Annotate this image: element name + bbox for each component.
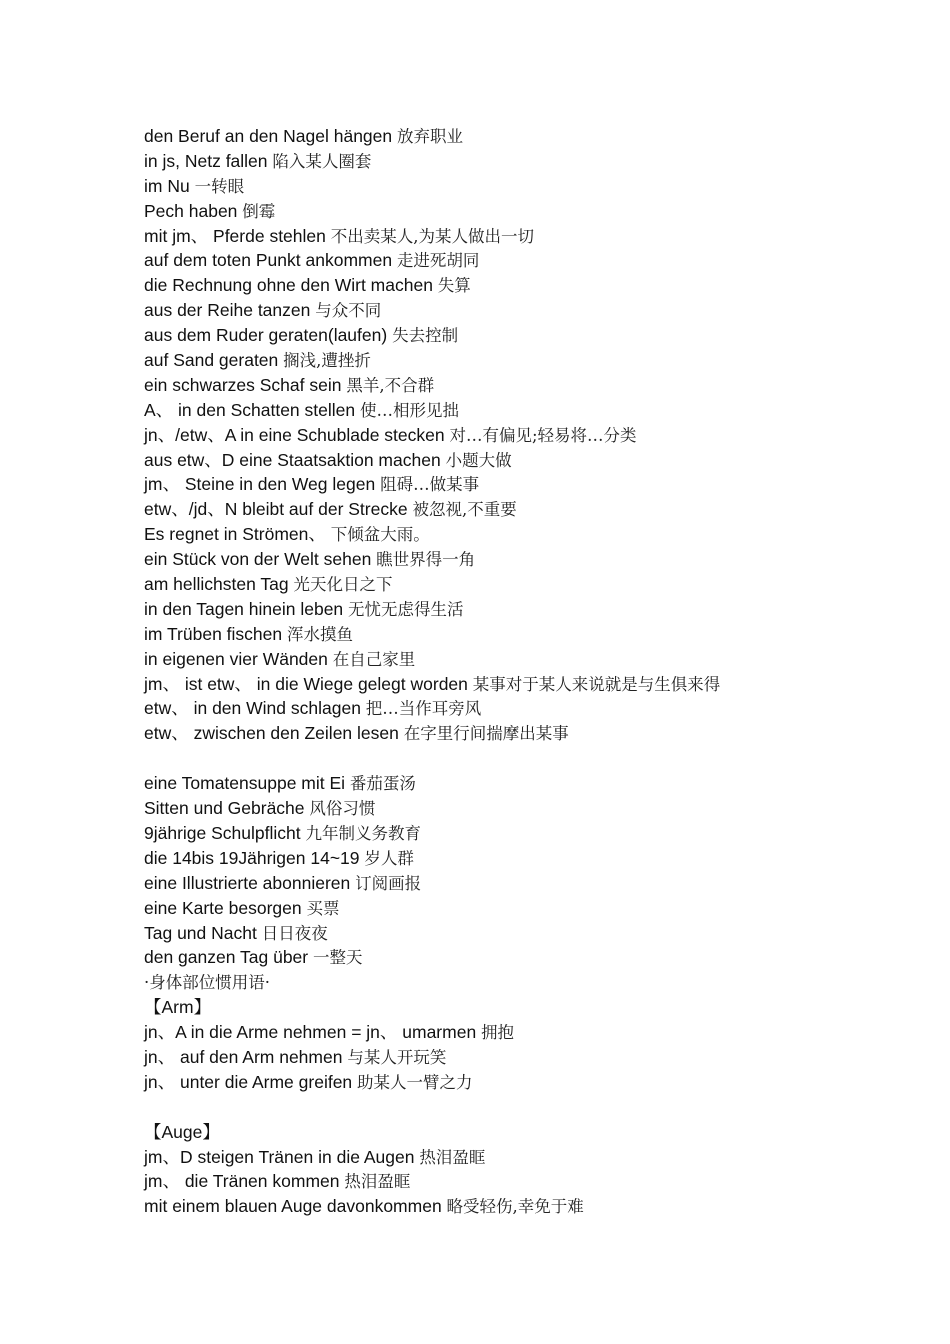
chinese-translation: 番茄蛋汤 — [349, 774, 416, 794]
chinese-translation: 在自己家里 — [332, 649, 416, 669]
phrase-line — [144, 970, 924, 995]
german-phrase: Pech haben — [144, 200, 243, 221]
phrase-line — [144, 647, 924, 672]
chinese-translation: 浑水摸鱼 — [286, 624, 353, 644]
chinese-translation: 放弃职业 — [396, 127, 463, 146]
chinese-translation: 小题大做 — [445, 450, 512, 470]
phrase-line — [144, 1045, 924, 1070]
chinese-translation: 被忽视,不重要 — [412, 500, 517, 520]
german-phrase: eine Illustrierte abonnieren — [144, 872, 356, 893]
german-phrase: jn、 unter die Arme greifen — [144, 1071, 358, 1092]
german-phrase: jn、/etw、A in eine Schublade stecken — [144, 424, 450, 445]
german-phrase: jn、 auf den Arm nehmen — [144, 1046, 348, 1067]
german-phrase: etw、 zwischen den Zeilen lesen — [144, 723, 404, 744]
german-phrase: jm、 ist etw、 in die Wiege gelegt worden — [144, 673, 473, 694]
german-phrase: Sitten und Gebräche — [144, 798, 310, 819]
phrase-line — [144, 199, 924, 224]
phrase-line — [144, 721, 924, 746]
german-phrase: aus dem Ruder geraten(laufen) — [144, 325, 393, 346]
chinese-translation: 使…相形见拙 — [359, 400, 459, 420]
phrase-line — [144, 597, 924, 622]
chinese-translation: 下倾盆大雨。 — [330, 525, 430, 545]
german-phrase: Es regnet in Strömen、 — [144, 524, 331, 545]
phrase-line — [144, 124, 924, 149]
german-phrase: mit einem blauen Auge davonkommen — [144, 1196, 447, 1217]
phrase-line — [144, 522, 924, 547]
chinese-translation: 失去控制 — [392, 326, 459, 346]
phrase-line — [144, 846, 924, 871]
phrase-line — [144, 871, 924, 896]
german-phrase: jn、A in die Arme nehmen = jn、 umarmen — [144, 1022, 482, 1043]
german-phrase: in den Tagen hinein leben — [144, 598, 349, 619]
chinese-translation: 与众不同 — [315, 301, 382, 321]
phrase-line — [144, 224, 924, 249]
chinese-translation: 光天化日之下 — [293, 575, 393, 595]
german-phrase: Tag und Nacht — [144, 922, 262, 943]
phrase-line — [144, 1169, 924, 1194]
chinese-translation: 一整天 — [312, 948, 363, 968]
phrase-line — [144, 1194, 924, 1219]
german-phrase: in eigenen vier Wänden — [144, 648, 333, 669]
phrase-line — [144, 497, 924, 522]
chinese-translation: 走进死胡同 — [396, 251, 480, 271]
german-phrase: aus etw、D eine Staatsaktion machen — [144, 449, 446, 470]
german-phrase: jm、 Steine in den Weg legen — [144, 474, 381, 495]
phrase-line — [144, 298, 924, 323]
chinese-translation: 买票 — [306, 898, 340, 918]
german-phrase: den ganzen Tag über — [144, 947, 313, 968]
chinese-translation: 助某人一臂之力 — [357, 1072, 473, 1092]
chinese-translation: 阻碍…做某事 — [380, 475, 480, 495]
german-phrase: aus der Reihe tanzen — [144, 300, 316, 321]
chinese-translation: 略受轻伤,幸免于难 — [446, 1197, 584, 1217]
chinese-translation: 不出卖某人,为某人做出一切 — [330, 226, 534, 246]
german-phrase: am hellichsten Tag — [144, 574, 294, 595]
phrase-list — [144, 124, 924, 1219]
phrase-line — [144, 149, 924, 174]
phrase-line — [144, 423, 924, 448]
german-phrase: mit jm、 Pferde stehlen — [144, 225, 331, 246]
chinese-translation: 黑羊,不合群 — [346, 375, 435, 395]
phrase-line — [144, 1020, 924, 1045]
chinese-translation: 陷入某人圈套 — [272, 151, 372, 171]
german-phrase: den Beruf an den Nagel hängen — [144, 126, 397, 146]
phrase-line — [144, 323, 924, 348]
chinese-translation: 日日夜夜 — [261, 923, 328, 943]
phrase-line — [144, 796, 924, 821]
german-phrase: auf Sand geraten — [144, 350, 284, 371]
phrase-line — [144, 896, 924, 921]
chinese-translation: 在字里行间揣摩出某事 — [403, 724, 569, 744]
phrase-line — [144, 248, 924, 273]
chinese-translation: 订阅画报 — [355, 873, 422, 893]
german-phrase: die 14bis 19Jährigen 14~19 — [144, 847, 365, 868]
blank-line — [144, 746, 924, 771]
german-phrase: ein schwarzes Schaf sein — [144, 374, 347, 395]
phrase-line — [144, 1070, 924, 1095]
phrase-line — [144, 1145, 924, 1170]
phrase-line — [144, 547, 924, 572]
chinese-translation: 搁浅,遭挫折 — [283, 351, 371, 371]
chinese-translation: 把…当作耳旁风 — [365, 699, 482, 719]
phrase-line — [144, 821, 924, 846]
german-phrase: auf dem toten Punkt ankommen — [144, 250, 397, 271]
chinese-translation: ·身体部位惯用语· — [144, 973, 270, 993]
chinese-translation: 与某人开玩笑 — [347, 1047, 447, 1067]
phrase-line — [144, 696, 924, 721]
german-phrase: etw、 in den Wind schlagen — [144, 698, 366, 719]
phrase-line — [144, 398, 924, 423]
chinese-translation: 失算 — [437, 276, 471, 296]
german-phrase: im Nu — [144, 175, 195, 196]
phrase-line — [144, 622, 924, 647]
german-phrase: im Trüben fischen — [144, 623, 287, 644]
phrase-line — [144, 572, 924, 597]
german-phrase: 9jährige Schulpflicht — [144, 822, 306, 843]
chinese-translation: 对…有偏见;轻易将…分类 — [449, 425, 637, 445]
chinese-translation: 无忧无虑得生活 — [348, 599, 464, 619]
german-phrase: A、 in den Schatten stellen — [144, 399, 360, 420]
phrase-line — [144, 945, 924, 970]
chinese-translation: 瞧世界得一角 — [376, 550, 476, 570]
phrase-line — [144, 348, 924, 373]
german-phrase: ein Stück von der Welt sehen — [144, 549, 377, 570]
german-phrase: in js, Netz fallen — [144, 150, 273, 171]
german-phrase: etw、/jd、N bleibt auf der Strecke — [144, 499, 413, 520]
chinese-translation: 某事对于某人来说就是与生俱来得 — [472, 674, 721, 694]
chinese-translation: 风俗习惯 — [309, 799, 376, 819]
phrase-line — [144, 448, 924, 473]
phrase-line — [144, 1120, 924, 1145]
phrase-line — [144, 373, 924, 398]
chinese-translation: 热泪盈眶 — [419, 1147, 486, 1167]
german-phrase: eine Tomatensuppe mit Ei — [144, 773, 350, 794]
phrase-line — [144, 771, 924, 796]
phrase-line — [144, 174, 924, 199]
chinese-translation: 拥抱 — [481, 1023, 515, 1043]
phrase-line — [144, 995, 924, 1020]
phrase-line — [144, 472, 924, 497]
chinese-translation: 岁人群 — [364, 848, 414, 868]
german-phrase: jm、D steigen Tränen in die Augen — [144, 1146, 420, 1167]
chinese-translation: 一转眼 — [194, 176, 245, 196]
phrase-line — [144, 921, 924, 946]
german-phrase: 【Arm】 — [144, 997, 212, 1018]
chinese-translation: 九年制义务教育 — [305, 823, 421, 843]
chinese-translation: 热泪盈眶 — [344, 1172, 411, 1192]
chinese-translation: 倒霉 — [242, 201, 276, 221]
phrase-line — [144, 672, 924, 697]
german-phrase: jm、 die Tränen kommen — [144, 1171, 345, 1192]
blank-line — [144, 1095, 924, 1120]
german-phrase: eine Karte besorgen — [144, 897, 307, 918]
german-phrase: 【Auge】 — [144, 1121, 220, 1142]
phrase-line — [144, 273, 924, 298]
german-phrase: die Rechnung ohne den Wirt machen — [144, 275, 438, 296]
